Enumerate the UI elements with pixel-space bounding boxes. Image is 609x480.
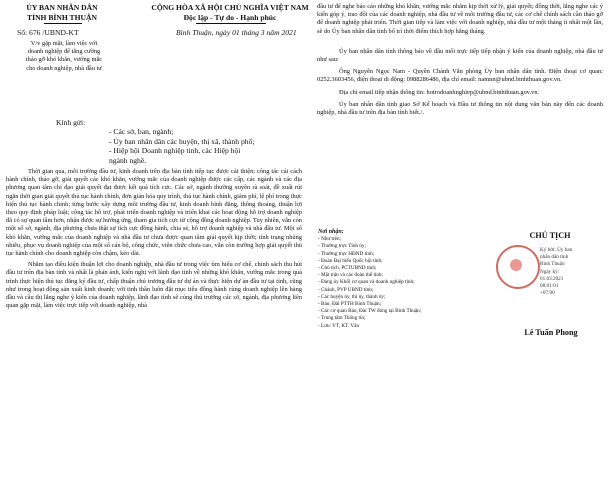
subject-line-1: V/v gặp mặt, làm việc với (30, 40, 98, 47)
distribution-item: - Thường trực HĐND tỉnh; (318, 250, 375, 257)
subject-line-3: tháo gỡ khó khăn, vướng mắc (25, 56, 103, 64)
email-paragraph: Địa chỉ email tiếp nhận thông tin: hotrodoanhnghiep@ubnd.binhthuan.gov.vn. (339, 88, 540, 96)
distribution-item: - Các huyện ủy, thị ủy, thành ủy; (318, 293, 386, 300)
signer-title: CHỦ TỊCH (529, 231, 571, 240)
distribution-list (318, 229, 483, 330)
subject-line-2: doanh nghiệp để tăng cường (27, 48, 101, 56)
agency-line-2: TỈNH BÌNH THUẬN (27, 12, 97, 22)
sign-note-line: 08:01:01 (540, 283, 559, 290)
recipient-item: - Các sở, ban, ngành; (109, 127, 174, 136)
nation-line-2: Độc lập - Tự do - Hạnh phúc (183, 12, 277, 22)
sign-note-line: Ký bởi: Ủy ban (540, 247, 573, 253)
body-left (6, 168, 302, 310)
distribution-item: - Thường trực Tỉnh ủy; (318, 243, 366, 250)
sign-note-line: nhân dân tỉnh (540, 254, 569, 261)
doc-number: Số: 676 /UBND-KT (17, 28, 79, 37)
agency-line-1: ỦY BAN NHÂN DÂN (26, 3, 98, 12)
distribution-item: - Lưu: VT, KT. Văn (318, 322, 360, 329)
nation-header (150, 3, 310, 22)
nation-line-1: CỘNG HÒA XÃ HỘI CHỦ NGHĨA VIỆT NAM (151, 3, 309, 12)
recipient-item: - Ủy ban nhân dân các huyện, thị xã, thành phố; (109, 136, 255, 146)
recipients-label: Kính gửi: (56, 118, 86, 127)
agency-header (12, 3, 112, 22)
doc-subject (4, 40, 124, 73)
sign-note-line: +07:00 (540, 290, 555, 297)
nation-underline (196, 23, 266, 24)
body-paragraph-2: Nhằm tạo điều kiện thuận lợi cho doanh nghiệp, nhà đầu tư trong việc tìm hiểu cơ chế, chính sách thu hút đầu tư trên địa bàn tỉnh và nhất là phản ánh, kiến nghị với lãnh đạo tỉnh về những khó khăn, vướng mắc trong quá trình thực hiện thủ tục đăng ký đầu tư, chấp thuận chủ trương đầu tư dự án và thực hiện dự án đầu tư tại tỉnh, cũng như trong hoạt động sản xuất kinh doanh; với tinh thần luôn đặt mục tiêu đồng hành cùng doanh nghiệp lên hàng đầu và cầu thị lắng nghe ý kiến của doanh nghiệp, lãnh đạo tỉnh sẽ củng thủ trưởng các sở, ngành, địa phương liên quan gặp mặt, làm việc trực tiếp với doanh nghiệp, nhà (6, 261, 302, 310)
distribution-item: - Trung tâm Thông tin; (318, 315, 366, 322)
sign-note-line: Bình Thuận (540, 261, 565, 268)
distribution-item: - Chủ tịch, PCTUBND tỉnh; (318, 265, 377, 272)
official-seal-icon (496, 245, 540, 289)
distribution-item: - Đoàn Đại biểu Quốc hội tỉnh; (318, 257, 383, 264)
body-right (317, 3, 603, 117)
distribution-item: - Như trên; (318, 236, 341, 243)
date-line: Bình Thuận, ngày 01 tháng 3 năm 2021 (176, 28, 297, 37)
distribution-item: - Đảng ủy Khối cơ quan và doanh nghiệp tỉnh; (318, 279, 415, 286)
distribution-item: - Các cơ quan Báo, Đài TW đóng tại Bình Thuận; (318, 308, 422, 315)
body-paragraph-continued: đầu tư để nghe báo cáo những khó khăn, vướng mắc nhằm kịp thời xử lý, giải quyết; đồng thời, lắng nghe các ý kiến góp ý, trao đổi của các doanh nghiệp, nhà đầu tư về môi trường đầu tư, các cơ chế chính sách cần tháo gỡ để doanh nghiệp phát triển. Thời gian tiếp và làm việc với doanh nghiệp, nhà đầu tư một tháng ít nhất một lần, sẽ do Ủy ban nhân dân tỉnh bố trí thời điểm thích hợp hằng tháng. (317, 3, 603, 35)
signer-name: Lê Tuấn Phong (524, 328, 578, 337)
sign-note-line: Ngày ký: (540, 268, 560, 275)
recipient-item: ngành nghề. (109, 155, 147, 165)
distribution-item: - Báo, Đài PTTH Bình Thuận; (318, 301, 382, 308)
notice-paragraph: Ủy ban nhân dân tỉnh thông báo về đầu mối trực tiếp tiếp nhận ý kiến của doanh nghiệp, nhà đầu tư như sau: (317, 47, 603, 64)
agency-underline (44, 23, 82, 24)
contact-paragraph: Ông Nguyễn Ngọc Nam - Quyền Chánh Văn phòng Ủy ban nhân dân tỉnh. Điện thoại cơ quan: 0252.3603456, điện thoại di động: 0988286486, địa chỉ email: namnn@ubnd.binhthuan.gov.vn. (317, 68, 603, 84)
distribution-item: - Mặt trận và các đoàn thể tỉnh; (318, 272, 383, 279)
digital-signature-note (540, 247, 604, 297)
distribution-label: Nơi nhận: (318, 229, 344, 235)
sign-note-line: 01.03.2021 (540, 275, 564, 282)
body-paragraph-1: Thời gian qua, môi trường đầu tư, kinh doanh trên địa bàn tỉnh tiếp tục được cải thiện; công tác cải cách hành chính, tháo gỡ, giải quyết các khó khăn, vướng mắc của doanh nghiệp được các cấp, các ngành và các địa phương quan tâm chỉ đạo giải quyết đạt được kết quả tích cực. Các sở, ngành thường xuyên rà soát, đề xuất rút ngắn thời gian giải quyết thủ tục hành chính, đơn giản hóa quy trình, thủ tục hành chính, giảm phí, lệ phí trong thực hiện thủ tục hành chính; từng bước xây dựng môi trường đầu tư, kinh doanh bình đẳng, thông thoáng, thuận lợi theo quy định pháp luật; công tác hỗ trợ, phát triển doanh nghiệp và triển khai các hoạt động hỗ trợ doanh nghiệp đã có sự quan tâm hơn, nhận được sự hưởng ứng, tham gia tích cực từ cộng đồng doanh nghiệp. Tuy nhiên, vẫn còn một số sở, ngành, địa phương chưa thật sự tích cực đồng hành, chia sẻ, hỗ trợ doanh nghiệp và nhà đầu tư. Một số khó khăn, vướng mắc của doanh nghiệp và nhà đầu tư chưa được quan tâm giải quyết kịp thời; tình trạng nhũng nhiễu, phục vụ doanh nghiệp của một số cán bộ, công chức, viên chức chưa cao, vẫn còn trường hợp giải quyết thủ tục hành chính cho doanh nghiệp còn chậm, kéo dài. (6, 168, 302, 258)
recipient-item: - Hiệp hội Doanh nghiệp tỉnh, các Hiệp hội (109, 146, 241, 156)
distribution-item: - Chánh, PVP UBND tỉnh; (318, 286, 374, 293)
subject-line-4: cho doanh nghiệp, nhà đầu tư (26, 64, 102, 72)
recipients-list (109, 127, 255, 165)
assignment-paragraph: Ủy ban nhân dân tỉnh giao Sở Kế hoạch và Đầu tư thông tin nội dung văn bản này đến các doanh nghiệp, nhà đầu tư trên địa bàn tỉnh biết./. (317, 100, 603, 117)
